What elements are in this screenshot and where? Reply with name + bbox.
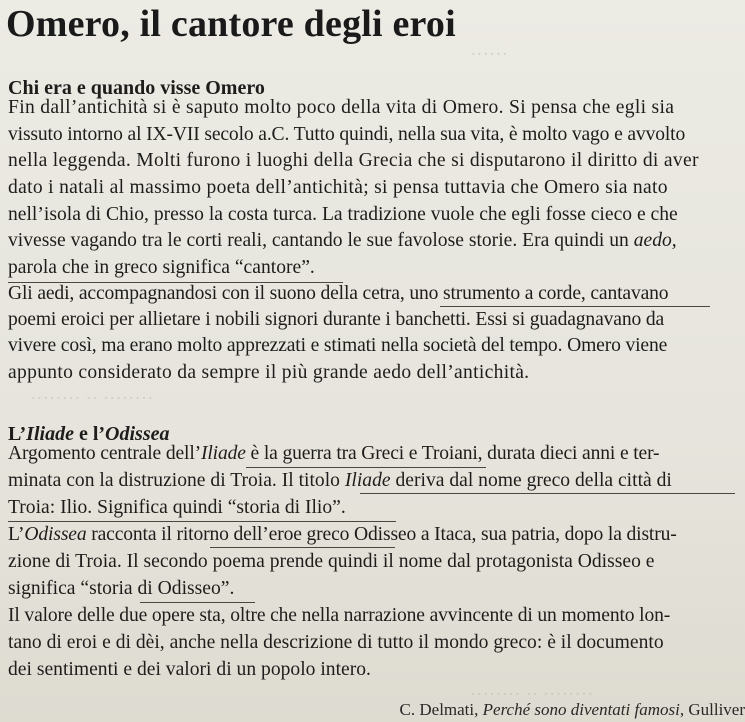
aedo-word: aedo,: [633, 230, 677, 251]
pencil-underline: [8, 521, 396, 522]
italic-title: Iliade: [201, 443, 246, 464]
caption-author: C. Delmati,: [399, 700, 483, 719]
bleed-through-text: ········ ·· ········: [30, 388, 154, 409]
text-line: poemi eroici per allietare i nobili signori durante i banchetti. Essi si guadagnavano da: [8, 309, 665, 330]
text-span: vivesse vagando tra le corti reali, cantando le sue favolose storie. Era quindi un: [8, 230, 629, 251]
text-span: minata con la distruzione di Troia. Il titolo: [8, 470, 345, 491]
page-title: Omero, il cantore degli eroi: [6, 3, 456, 45]
heading-iliade: Iliade: [26, 423, 74, 445]
italic-title: Odissea: [24, 524, 87, 545]
text-line: Gli aedi, accompagnandosi con il suono della cetra, uno strumento a corde, cantavano: [8, 283, 669, 304]
text-line: Il valore delle due opere sta, oltre che nella narrazione avvincente di un momento lon-: [8, 605, 671, 626]
text-line: [8, 523, 677, 547]
text-line: significa “storia di Odisseo”.: [8, 578, 235, 599]
caption-book-title: Perché sono diventati famosi: [482, 700, 680, 719]
heading-odissea: Odissea: [105, 423, 170, 445]
heading-text: L’: [8, 423, 27, 445]
text-span: L’: [8, 524, 25, 545]
bleed-through-text: ······: [470, 44, 508, 65]
pencil-underline: [210, 547, 395, 548]
pencil-underline: [8, 282, 343, 283]
text-line: zione di Troia. Il secondo poema prende quindi il nome dal protagonista Odisseo e: [8, 551, 655, 572]
section-heading-omero: Chi era e quando visse Omero: [8, 77, 265, 99]
text-line: Troia: Ilio. Significa quindi “storia di Ilio”.: [8, 497, 346, 518]
text-span: racconta il ritorno dell’eroe greco Odisseo a Itaca, sua patria, dopo la distru-: [86, 524, 677, 545]
text-line: [8, 469, 672, 493]
text-line: [8, 442, 659, 466]
pencil-underline: [440, 306, 710, 307]
text-span: Argomento centrale dell’: [8, 443, 201, 464]
text-line: dei sentimenti e dei valori di un popolo intero.: [8, 659, 371, 680]
text-line: Fin dall’antichità si è saputo molto poco della vita di Omero. Si pensa che egli sia: [8, 97, 675, 118]
text-line: vissuto intorno al IX-VII secolo a.C. Tutto quindi, nella sua vita, è molto vago e avvolto: [8, 124, 686, 145]
italic-title: Iliade: [344, 470, 391, 491]
pencil-underline: [246, 467, 486, 468]
pencil-underline: [360, 493, 735, 494]
text-line: tano di eroi e di dèi, anche nella descrizione di tutto il mondo greco: è il documento: [8, 632, 664, 653]
text-line: parola che in greco significa “cantore”.: [8, 257, 315, 278]
text-line: appunto considerato da sempre il più grande aedo dell’antichità.: [8, 362, 530, 383]
pencil-underline: [140, 602, 255, 603]
text-line: dato i natali al massimo poeta dell’antichità; si pensa tuttavia che Omero sia nato: [8, 177, 668, 198]
text-line: [8, 229, 677, 253]
caption-publisher: , Gulliver: [679, 700, 745, 719]
text-line: nella leggenda. Molti furono i luoghi della Grecia che si disputarono il diritto di aver: [8, 150, 699, 171]
source-caption: [400, 700, 745, 720]
text-span: deriva dal nome greco della città di: [390, 470, 672, 491]
bleed-through-text: ········ ·· ········: [470, 684, 594, 705]
text-span: è la guerra tra Greci e Troiani, durata dieci anni e ter-: [245, 443, 660, 464]
text-line: nell’isola di Chio, presso la costa turca. La tradizione vuole che egli fosse cieco e che: [8, 204, 678, 225]
heading-text: e l’: [73, 423, 106, 445]
text-line: vivere così, ma erano molto apprezzati e stimati nella società del tempo. Omero viene: [8, 335, 668, 356]
